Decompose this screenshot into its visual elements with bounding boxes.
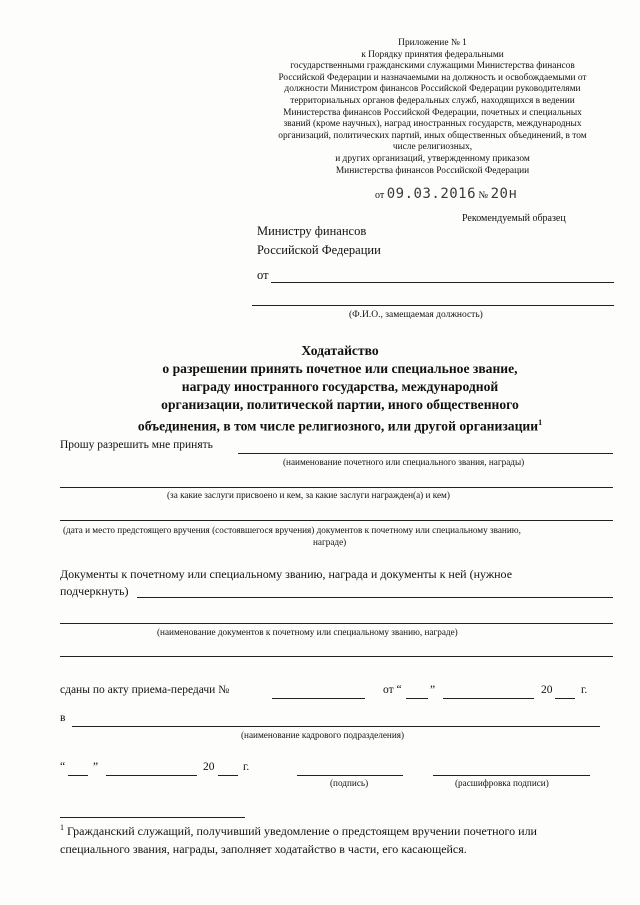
appendix-line: организаций, политических партий, иных общественных объединений, в том	[278, 130, 587, 141]
from-field-line2[interactable]	[252, 305, 614, 306]
caption-decoding: (расшифровка подписи)	[455, 778, 549, 788]
appendix-line: званий (кроме научных), наград иностранных государств, международных	[283, 119, 582, 130]
from-label: от	[257, 268, 269, 282]
hr-department-field[interactable]	[72, 726, 600, 727]
caption-date-place: (дата и место предстоящего вручения (состоявшегося вручения) документов к почетному или специальному званию,	[63, 525, 521, 535]
date-place-field[interactable]	[60, 520, 613, 521]
act-year-field[interactable]	[555, 698, 575, 699]
act-day-field[interactable]	[406, 698, 428, 699]
act-label: сданы по акту приема-передачи №	[60, 684, 230, 696]
appendix-line: к Порядку принятия федеральными	[361, 49, 504, 60]
title-line: объединения, в том числе религиозного, или другой организации$^1$	[137, 418, 543, 434]
sign-day-field[interactable]	[68, 775, 88, 776]
sign-year-suffix: г.	[243, 761, 250, 773]
appendix-line: государственными гражданскими служащими Министерства финансов	[290, 61, 575, 72]
title-heading: Ходатайство	[301, 343, 379, 358]
footnote-ref: 1	[538, 418, 543, 427]
caption-merits: (за какие заслуги присвоено и кем, за какие заслуги награжден(а) и кем)	[167, 490, 450, 500]
appendix-line: Министерства финансов Российской Федерации	[335, 165, 530, 176]
documents-field-2[interactable]	[60, 623, 613, 624]
petition-title	[100, 342, 580, 436]
documents-text-2: подчеркнуть)	[60, 584, 129, 598]
sign-year-field[interactable]	[218, 775, 238, 776]
footnote-mark: 1	[60, 823, 64, 832]
sign-year-prefix: 20	[203, 761, 215, 773]
in-label: в	[60, 712, 66, 724]
addressee-line2: Российской Федерации	[257, 243, 381, 257]
sign-month-field[interactable]	[106, 775, 197, 776]
documents-field-3[interactable]	[60, 656, 613, 657]
caption-date-place-2: награде)	[313, 537, 347, 547]
sign-close-quote: ”	[93, 761, 99, 773]
award-name-field[interactable]	[238, 453, 613, 454]
act-number-field[interactable]	[272, 698, 365, 699]
sample-label: Рекомендуемый образец	[462, 213, 566, 224]
merits-field[interactable]	[60, 487, 613, 488]
footnote	[60, 819, 620, 858]
appendix-line: Российской Федерации и назначаемыми на должность и освобождаемыми от	[278, 72, 587, 83]
footnote-text-2: специального звания, награды, заполняет ходатайство в части, его касающейся.	[60, 842, 467, 856]
title-line: награду иностранного государства, международной	[181, 379, 499, 394]
order-number-label: №	[478, 190, 489, 201]
appendix-line: числе религиозных,	[392, 142, 473, 153]
title-line: о разрешении принять почетное или специальное звание,	[162, 361, 518, 376]
order-number: 20н	[490, 186, 518, 202]
documents-text: Документы к почетному или специальному званию, награда и документы к ней (нужное	[60, 567, 513, 581]
documents-field[interactable]	[137, 597, 613, 598]
from-field[interactable]	[271, 282, 614, 283]
act-from-label: от “	[383, 684, 402, 696]
footnote-text: Гражданский служащий, получивший уведомление о предстоящем вручении почетного или	[67, 824, 537, 838]
act-year-suffix: г.	[581, 684, 588, 696]
caption-hr: (наименование кадрового подразделения)	[241, 730, 405, 740]
appendix-line: территориальных органов федеральных служб, находящихся в ведении	[290, 95, 575, 106]
caption-award-name: (наименование почетного или специального звания, награды)	[283, 457, 525, 467]
order-prefix: от	[375, 190, 385, 201]
order-reference	[375, 186, 517, 202]
appendix-line: должности Министром финансов Российской Федерации руководителями	[284, 84, 581, 95]
act-month-field[interactable]	[443, 698, 534, 699]
caption-signature: (подпись)	[330, 778, 369, 788]
order-date: 09.03.2016	[386, 186, 477, 202]
appendix-block	[250, 38, 615, 177]
sign-open-quote: “	[60, 761, 66, 773]
act-quote-close: ”	[430, 684, 436, 696]
signature-decoding-field[interactable]	[433, 775, 590, 776]
footnote-divider	[60, 817, 245, 818]
signature-field[interactable]	[297, 775, 403, 776]
appendix-line: и других организаций, утвержденному приказом	[335, 153, 530, 164]
appendix-line: Приложение № 1	[398, 38, 467, 48]
addressee-line1: Министру финансов	[257, 224, 367, 238]
appendix-line: Министерства финансов Российской Федерации, почетных и специальных	[283, 107, 582, 118]
fio-caption: (Ф.И.О., замещаемая должность)	[349, 310, 483, 320]
title-line: организации, политической партии, иного общественного	[161, 397, 519, 412]
request-label: Прошу разрешить мне принять	[60, 439, 213, 451]
caption-documents: (наименование документов к почетному или специальному званию, награде)	[157, 627, 458, 637]
act-year-prefix: 20	[541, 684, 553, 696]
